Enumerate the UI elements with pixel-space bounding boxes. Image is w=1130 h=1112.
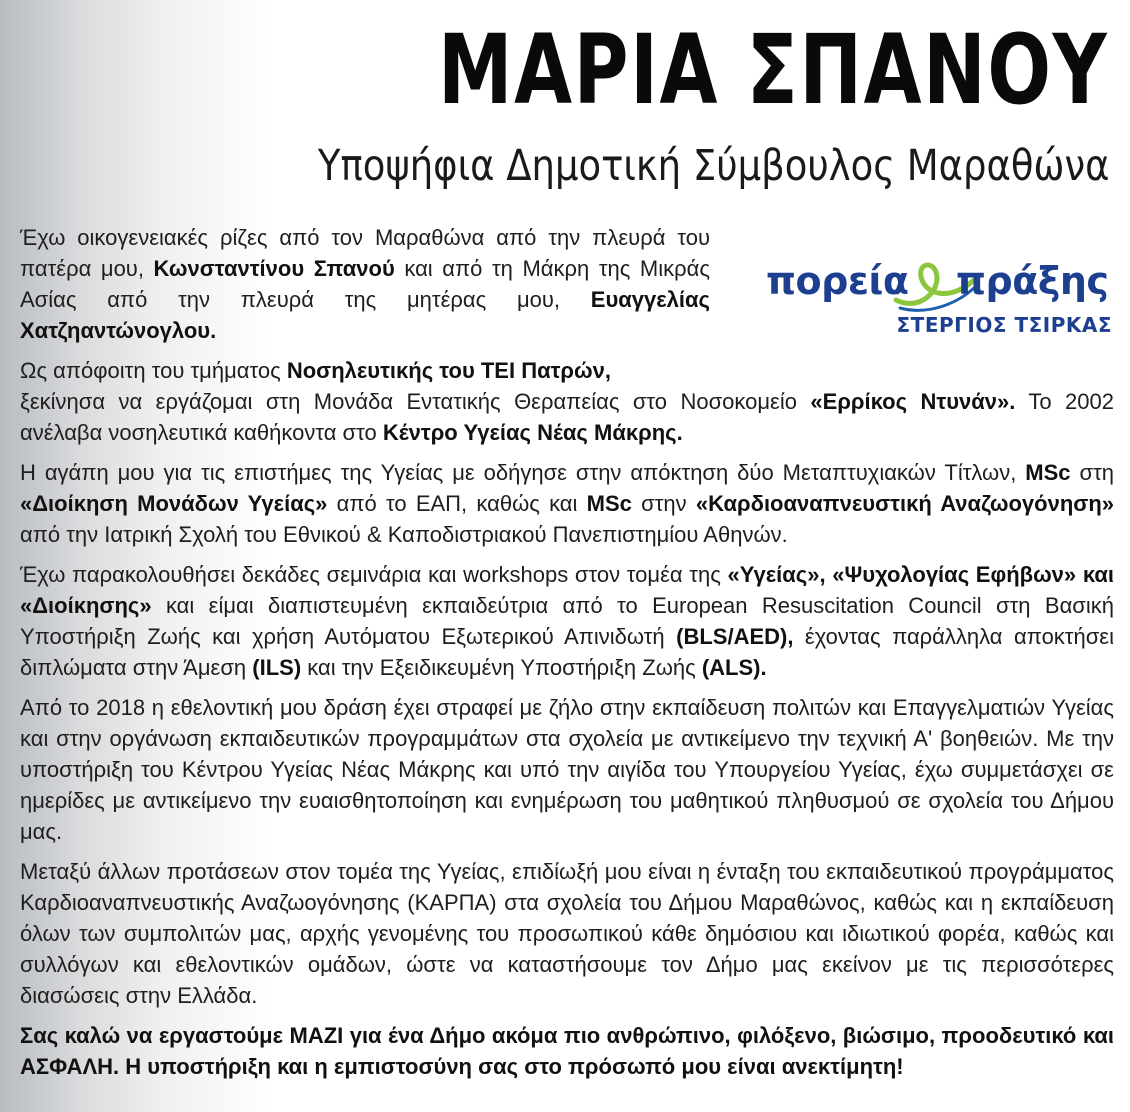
bold-span: (BLS/AED), [676, 624, 794, 649]
bold-span: Κέντρο Υγείας Νέας Μάκρης. [382, 420, 683, 445]
bold-span: «Καρδιοαναπνευστική Αναζωογόνηση» [695, 491, 1115, 516]
logo-word-poreia: πορεία [766, 259, 909, 303]
paragraph-origins [20, 222, 710, 346]
text-span: από την Ιατρική Σχολή του Εθνικού & Καποδιστριακού Πανεπιστημίου Αθηνών. [20, 522, 788, 547]
text-span: έχοντας παράλληλα αποκτήσει διπλώματα στην Άμεση [20, 624, 1115, 680]
paragraph-seminars [20, 559, 1114, 683]
text-span: Έχω οικογενειακές ρίζες από τον Μαραθώνα από την πλευρά του πατέρα μου, [20, 225, 710, 281]
paragraph-closing-call: Σας καλώ να εργαστούμε ΜΑΖΙ για ένα Δήμο ακόμα πιο ανθρώπινο, φιλόξενο, βιώσιμο, προοδευτικό και ΑΣΦΑΛΗ. Η υποστήριξη και η εμπιστοσύνη σας στο πρόσωπό μου είναι ανεκτίμητη! [20, 1023, 1114, 1079]
bold-span: Κωνσταντίνου Σπανού [153, 256, 395, 281]
text-span: Το 2002 ανέλαβα νοσηλευτικά καθήκοντα στο [20, 389, 1114, 445]
article-body [20, 222, 1114, 1091]
logo-leader-name: ΣΤΕΡΓΙΟΣ ΤΣΙΡΚΑΣ [896, 313, 1112, 337]
text-span: Έχω παρακολουθήσει δεκάδες σεμινάρια και workshops στον τομέα της [20, 562, 728, 587]
paragraph-postgraduate [20, 457, 1114, 550]
text-span: στη [1070, 460, 1114, 485]
bold-span: MSc [586, 491, 632, 516]
text-span: και από τη Μάκρη της Μικράς Ασίας από την πλευρά της μητέρας μου, [20, 256, 710, 312]
bold-span: «Υγείας», «Ψυχολογίας Εφήβων» και «Διοίκησης» [20, 562, 1114, 618]
paragraph-first-line [20, 355, 720, 386]
bold-span: Ευαγγελίας Χατζηαντώνογλου. [20, 287, 710, 343]
bold-span: Νοσηλευτικής του ΤΕΙ Πατρών, [286, 358, 611, 383]
bold-span: (ILS) [252, 655, 302, 680]
bold-span: «Διοίκηση Μονάδων Υγείας» [20, 491, 328, 516]
paragraph-education [20, 355, 1114, 448]
text-span: και είμαι διαπιστευμένη εκπαιδεύτρια από το European Resuscitation Council στη Βασική Υποστήριξη Ζωής και χρήση Αυτόματου Εξωτερικού Απινιδωτή [20, 593, 1114, 649]
text-span: ξεκίνησα να εργάζομαι στη Μονάδα Εντατικής Θεραπείας στο Νοσοκομείο [20, 389, 811, 414]
candidate-name: ΜΑΡΙΑ ΣΠΑΝΟΥ [437, 14, 1108, 126]
logo-word-praxis: πράξης [956, 259, 1109, 303]
text-span: από το ΕΑΠ, καθώς και [327, 491, 587, 516]
text-span: και την Εξειδικευμένη Υποστήριξη Ζωής [301, 655, 702, 680]
text-span: Η αγάπη μου για τις επιστήμες της Υγείας με οδήγησε στην απόκτηση δύο Μεταπτυχιακών Τίτλων, [20, 460, 1026, 485]
candidate-subtitle: Υποψήφια Δημοτική Σύμβουλος Μαραθώνα [318, 141, 1110, 191]
text-span: στην [631, 491, 696, 516]
paragraph-proposals: Μεταξύ άλλων προτάσεων στον τομέα της Υγείας, επιδίωξή μου είναι η ένταξη του εκπαιδευτικού προγράμματος Καρδιοαναπνευστικής Αναζωογόνησης (ΚΑΡΠΑ) στα σχολεία του Δήμου Μαραθώνος, καθώς και η εκπαίδευση όλων των συμπολιτών μας, αρχής γενομένης του προσωπικού κάθε δημόσιου και ιδιωτικού φορέα, καθώς και συλλόγων και εθελοντικών ομάδων, ώστε να καταστήσουμε τον Δήμο μας εκείνον με τις περισσότερες διασώσεις στην Ελλάδα. [20, 859, 1114, 1008]
paragraph-volunteering: Από το 2018 η εθελοντική μου δράση έχει στραφεί με ζήλο στην εκπαίδευση πολιτών και Επαγγελματιών Υγείας και στην οργάνωση εκπαιδευτικών προγραμμάτων στα σχολεία με αντικείμενο την τεχνική Α' βοηθειών. Με την υποστήριξη του Κέντρου Υγείας Νέας Μάκρης και υπό την αιγίδα του Υπουργείου Υγείας, έχω συμμετάσχει σε ημερίδες με αντικείμενο την ευαισθητοποίηση και ενημέρωση του μαθητικού πληθυσμού σε σχολεία του Δήμου μας. [20, 695, 1114, 844]
bold-span: «Ερρίκος Ντυνάν». [810, 389, 1016, 414]
bold-span: (ALS). [701, 655, 767, 680]
bold-span: MSc [1025, 460, 1071, 485]
text-span: Ως απόφοιτη του τμήματος [20, 358, 287, 383]
